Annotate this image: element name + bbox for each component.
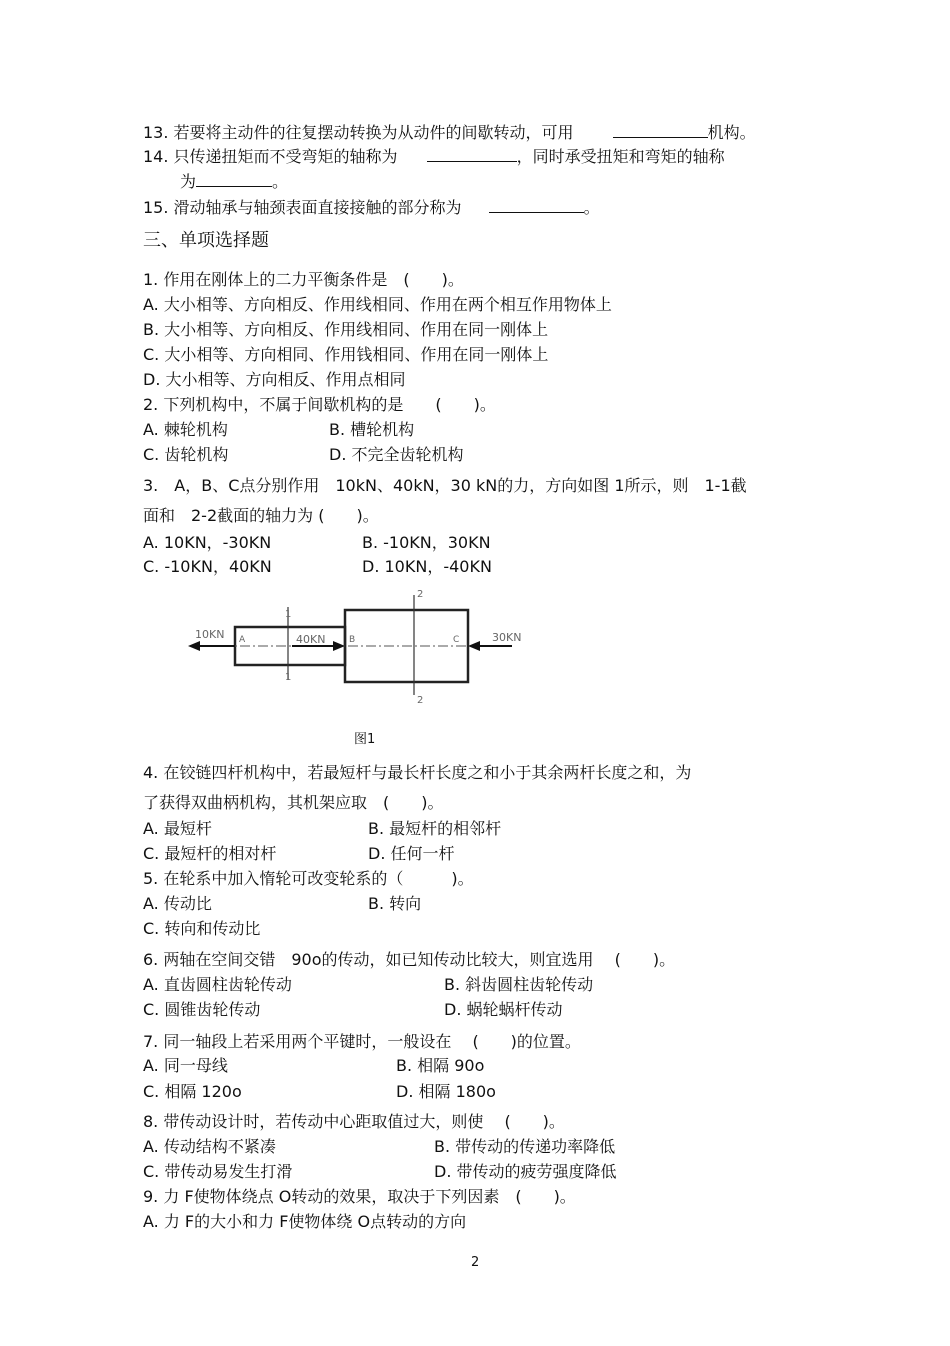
force-mid-label: 40KN bbox=[296, 633, 326, 646]
q4-option-c[interactable]: C. 最短杆的相对杆 bbox=[143, 844, 277, 863]
q14-mid: ，同时承受扭矩和弯矩的轴称 bbox=[516, 147, 725, 166]
q9-option-a[interactable]: A. 力 F的大小和力 F使物体绕 O点转动的方向 bbox=[143, 1212, 467, 1231]
force-right-arrowhead bbox=[468, 641, 480, 651]
q14-end: 。 bbox=[272, 172, 289, 191]
q15-line bbox=[143, 196, 600, 218]
q8-option-a[interactable]: A. 传动结构不紧凑 bbox=[143, 1137, 276, 1156]
q15-text: 15. 滑动轴承与轴颈表面直接接触的部分称为 bbox=[143, 198, 462, 217]
q3-option-a[interactable]: A. 10KN，-30KN bbox=[143, 533, 272, 552]
q2-stem: 2. 下列机构中，不属于间歇机构的是 ( )。 bbox=[143, 395, 496, 414]
q4-option-b[interactable]: B. 最短杆的相邻杆 bbox=[368, 819, 502, 838]
point-b-label: B bbox=[349, 635, 356, 645]
figure-1-diagram bbox=[180, 585, 540, 710]
q5-option-c[interactable]: C. 转向和传动比 bbox=[143, 919, 261, 938]
section-2-bottom-label: 2 bbox=[417, 695, 424, 706]
q1-stem: 1. 作用在刚体上的二力平衡条件是 ( )。 bbox=[143, 270, 464, 289]
q7-option-b[interactable]: B. 相隔 90o bbox=[396, 1056, 485, 1075]
q8-stem: 8. 带传动设计时，若传动中心距取值过大，则使 ( )。 bbox=[143, 1112, 565, 1131]
q5-option-a[interactable]: A. 传动比 bbox=[143, 894, 212, 913]
section-2-top-label: 2 bbox=[417, 589, 424, 600]
q4-stem-1: 4. 在铰链四杆机构中，若最短杆与最长杆长度之和小于其余两杆长度之和，为 bbox=[143, 763, 692, 782]
q3-option-c[interactable]: C. -10KN，40KN bbox=[143, 557, 272, 576]
q3-option-b[interactable]: B. -10KN，30KN bbox=[362, 533, 491, 552]
point-a-label: A bbox=[239, 635, 246, 645]
section-1-bottom-label: 1 bbox=[285, 672, 292, 683]
figure-caption: 图1 bbox=[354, 732, 376, 747]
page-number: 2 bbox=[471, 1255, 480, 1270]
q1-option-d[interactable]: D. 大小相等、方向相反、作用点相同 bbox=[143, 370, 406, 389]
force-left-label: 10KN bbox=[195, 628, 225, 641]
q4-stem-2: 了获得双曲柄机构，其机架应取 ( )。 bbox=[143, 793, 444, 812]
q14-blank-1[interactable] bbox=[427, 145, 517, 162]
q8-option-d[interactable]: D. 带传动的疲劳强度降低 bbox=[434, 1162, 617, 1181]
q14-line-2 bbox=[180, 170, 288, 192]
q14-text: 14. 只传递扭矩而不受弯矩的轴称为 bbox=[143, 147, 398, 166]
q2-option-d[interactable]: D. 不完全齿轮机构 bbox=[329, 445, 464, 464]
q1-option-a[interactable]: A. 大小相等、方向相反、作用线相同、作用在两个相互作用物体上 bbox=[143, 295, 612, 314]
q1-option-b[interactable]: B. 大小相等、方向相反、作用线相同、作用在同一刚体上 bbox=[143, 320, 549, 339]
point-c-label: C bbox=[453, 635, 460, 645]
q6-option-b[interactable]: B. 斜齿圆柱齿轮传动 bbox=[444, 975, 594, 994]
q6-option-a[interactable]: A. 直齿圆柱齿轮传动 bbox=[143, 975, 292, 994]
q13-line bbox=[143, 121, 756, 143]
q15-blank[interactable] bbox=[489, 196, 584, 213]
q7-option-a[interactable]: A. 同一母线 bbox=[143, 1056, 228, 1075]
q13-text: 13. 若要将主动件的往复摆动转换为从动件的间歇转动，可用 bbox=[143, 123, 574, 142]
force-mid-arrowhead bbox=[333, 641, 345, 651]
q6-stem: 6. 两轴在空间交错 90o的传动，如已知传动比较大，则宜选用 ( )。 bbox=[143, 950, 676, 969]
force-left-arrowhead bbox=[188, 641, 200, 651]
q14-blank-2[interactable] bbox=[196, 170, 272, 187]
section-1-top-label: 1 bbox=[285, 609, 292, 620]
q13-blank[interactable] bbox=[613, 121, 708, 138]
q5-stem: 5. 在轮系中加入惰轮可改变轮系的（ )。 bbox=[143, 869, 474, 888]
q4-option-d[interactable]: D. 任何一杆 bbox=[368, 844, 455, 863]
q14-cont: 为 bbox=[180, 172, 197, 191]
q14-line bbox=[143, 145, 725, 167]
q8-option-c[interactable]: C. 带传动易发生打滑 bbox=[143, 1162, 293, 1181]
q2-option-c[interactable]: C. 齿轮机构 bbox=[143, 445, 229, 464]
q5-option-b[interactable]: B. 转向 bbox=[368, 894, 422, 913]
q7-option-c[interactable]: C. 相隔 120o bbox=[143, 1082, 242, 1101]
q7-stem: 7. 同一轴段上若采用两个平键时，一般设在 ( )的位置。 bbox=[143, 1032, 581, 1051]
force-right-label: 30KN bbox=[492, 631, 522, 644]
q4-option-a[interactable]: A. 最短杆 bbox=[143, 819, 212, 838]
q3-option-d[interactable]: D. 10KN，-40KN bbox=[362, 557, 492, 576]
q3-stem-1: 3. A，B、C点分别作用 10kN、40kN，30 kN的力，方向如图 1所示，则 1-1截 bbox=[143, 476, 747, 495]
q6-option-d[interactable]: D. 蜗轮蜗杆传动 bbox=[444, 1000, 563, 1019]
q3-stem-2: 面和 2-2截面的轴力为 ( )。 bbox=[143, 506, 379, 525]
q15-end: 。 bbox=[583, 198, 600, 217]
q6-option-c[interactable]: C. 圆锥齿轮传动 bbox=[143, 1000, 261, 1019]
q9-stem: 9. 力 F使物体绕点 O转动的效果，取决于下列因素 ( )。 bbox=[143, 1187, 576, 1206]
q8-option-b[interactable]: B. 带传动的传递功率降低 bbox=[434, 1137, 616, 1156]
q13-end: 机构。 bbox=[707, 123, 756, 142]
q2-option-a[interactable]: A. 棘轮机构 bbox=[143, 420, 228, 439]
section-title: 三、单项选择题 bbox=[143, 230, 269, 251]
q7-option-d[interactable]: D. 相隔 180o bbox=[396, 1082, 496, 1101]
q2-option-b[interactable]: B. 槽轮机构 bbox=[329, 420, 415, 439]
q1-option-c[interactable]: C. 大小相等、方向相同、作用钱相同、作用在同一刚体上 bbox=[143, 345, 549, 364]
